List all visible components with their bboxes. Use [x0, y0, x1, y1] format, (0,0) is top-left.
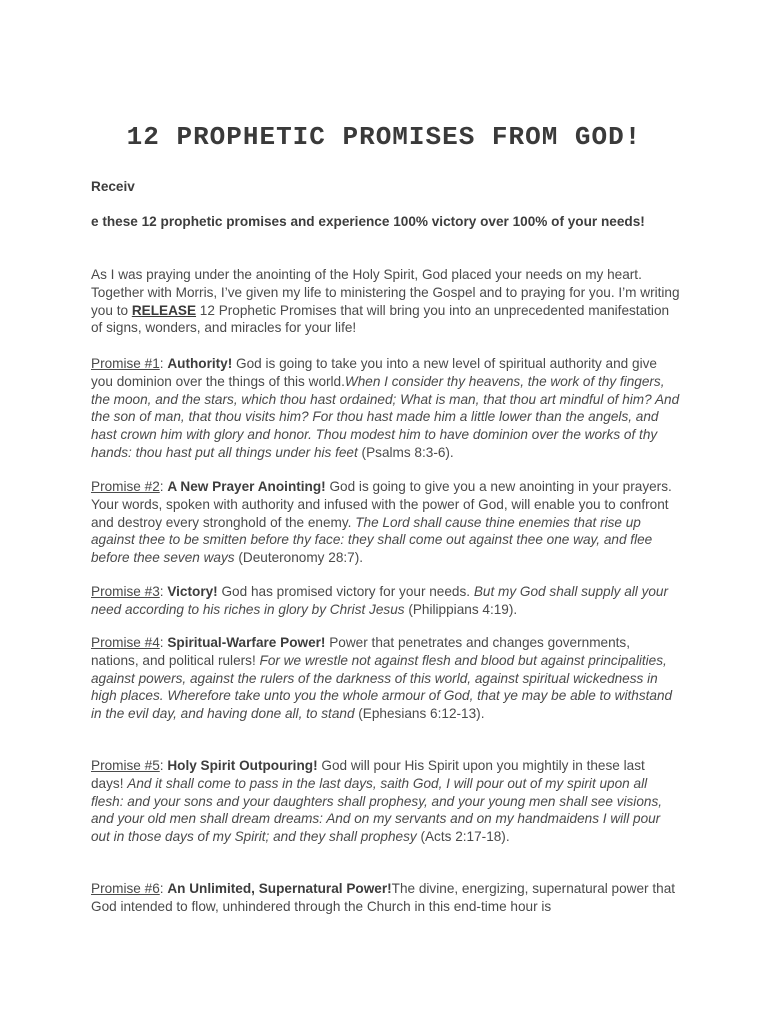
promise-reference: (Ephesians 6:12-13).	[354, 706, 485, 722]
promise-reference: (Philippians 4:19).	[404, 601, 518, 617]
promise-label: Promise #2	[91, 479, 160, 494]
promise-label: Promise #6	[91, 881, 160, 896]
promise-scripture: For we wrestle not against flesh and blood but against principalities, against powers, against the rulers of the darkness of this world, against spiritual wickedness in high places. Wherefore take unto you the whole armour of God, that ye may be able to withstand in the evil day, and having done all, to stand	[91, 652, 673, 722]
promise-scripture: When I consider thy heavens, the work of thy fingers, the moon, and the stars, which thou hast ordained; What is man, that thou art mindful of him? And the son of man, that thou visits him? For thou hast made him a little lower than the angels, and hast crown him with glory and honor. Thou modest him to have dominion over the works of thy hands: thou hast put all things under his feet	[91, 373, 680, 460]
promise-scripture: But my God shall supply all your need according to his riches in glory by Christ Jesus	[91, 584, 669, 617]
promise-text: God is going to take you into a new level of spiritual authority and give you dominion over the things of this world.	[91, 356, 657, 389]
promise-reference: (Psalms 8:3-6).	[357, 444, 454, 460]
promise-heading: Holy Spirit Outpouring!	[167, 758, 318, 773]
promise-text: God will pour His Spirit upon you mightily in these last days!	[91, 758, 645, 791]
promise-heading: Spiritual-Warfare Power!	[167, 635, 326, 650]
promise-label: Promise #3	[91, 584, 160, 599]
promise-paragraph-4: Promise #4: Spiritual-Warfare Power! Power that penetrates and changes governments, nations, and political rulers! For we wrestle not against flesh and blood but against principalities, against powers, against the rulers of the darkness of this world, against spiritual wickedness in high places. Wherefore take unto you the whole armour of God, that ye may be able to withstand in the evil day, and having done all, to stand (Ephesians 6:12-13).	[91, 635, 673, 722]
intro-line-2: e these 12 prophetic promises and experience 100% victory over 100% of your needs!	[91, 214, 645, 229]
promise-paragraph-6: Promise #6: An Unlimited, Supernatural Power!The divine, energizing, supernatural power that God intended to flow, unhindered through the Church in this end-time hour is	[91, 881, 676, 914]
promise-reference: (Acts 2:17-18).	[416, 829, 510, 845]
promise-reference: (Deuteronomy 28:7).	[234, 550, 364, 566]
promise-heading: An Unlimited, Supernatural Power!	[167, 881, 392, 896]
promise-text: God has promised victory for your needs.	[217, 584, 474, 599]
opening-paragraph	[91, 266, 681, 337]
promise-text: Power that penetrates and changes governments, nations, and political rulers!	[91, 635, 630, 668]
promise-scripture: The Lord shall cause thine enemies that rise up against thee to be smitten before thy face: they shall come out against thee one way, and flee before thee seven ways	[91, 514, 653, 566]
document-title: 12 PROPHETIC PROMISES FROM GOD!	[126, 122, 642, 152]
promise-paragraph-3: Promise #3: Victory! God has promised victory for your needs. But my God shall supply all your need according to his riches in glory by Christ Jesus (Philippians 4:19).	[91, 584, 669, 617]
promise-heading: A New Prayer Anointing!	[167, 479, 326, 494]
promise-paragraph-2: Promise #2: A New Prayer Anointing! God is going to give you a new anointing in your prayers. Your words, spoken with authority and infused with the power of God, will enable you to confront and destroy every stronghold of the enemy. The Lord shall cause thine enemies that rise up against thee to be smitten before thy face: they shall come out against thee one way, and flee before thee seven ways (Deuteronomy 28:7).	[91, 479, 672, 566]
intro-line-1: Receiv	[91, 179, 135, 194]
promise-heading: Victory!	[167, 584, 218, 599]
opening-text-after: 12 Prophetic Promises that will bring you into an unprecedented manifestation of signs, wonders, and miracles for your life!	[91, 302, 670, 336]
release-emphasis: RELEASE	[131, 302, 197, 318]
promise-scripture: And it shall come to pass in the last days, saith God, I will pour out of my spirit upon all flesh: and your sons and your daughters shall prophesy, and your young men shall see visions, and your old men shall dream dreams: And on my servants and on my handmaidens I will pour out in those days of my Spirit; and they shall prophesy	[91, 775, 663, 845]
opening-text-before: As I was praying under the anointing of the Holy Spirit, God placed your needs on my heart. Together with Morris, I’ve given my life to ministering the Gospel and to praying for you. I’m writing you to	[91, 267, 680, 318]
promise-text: The divine, energizing, supernatural power that God intended to flow, unhindered through the Church in this end-time hour is	[91, 881, 676, 914]
promise-paragraph-5: Promise #5: Holy Spirit Outpouring! God will pour His Spirit upon you mightily in these last days! And it shall come to pass in the last days, saith God, I will pour out of my spirit upon all flesh: and your sons and your daughters shall prophesy, and your young men shall see visions, and your old men shall dream dreams: And on my servants and on my handmaidens I will pour out in those days of my Spirit; and they shall prophesy (Acts 2:17-18).	[91, 758, 663, 845]
promise-label: Promise #4	[91, 635, 160, 650]
promise-paragraph-1: Promise #1: Authority! God is going to take you into a new level of spiritual authority and give you dominion over the things of this world.When I consider thy heavens, the work of thy fingers, the moon, and the stars, which thou hast ordained; What is man, that thou art mindful of him? And the son of man, that thou visits him? For thou hast made him a little lower than the angels, and hast crown him with glory and honor. Thou modest him to have dominion over the works of thy hands: thou hast put all things under his feet (Psalms 8:3-6).	[91, 356, 680, 460]
promise-label: Promise #1	[91, 356, 160, 371]
promise-label: Promise #5	[91, 758, 160, 773]
promise-text: God is going to give you a new anointing in your prayers. Your words, spoken with authority and infused with the power of God, will enable you to confront and destroy every stronghold of the enemy.	[91, 479, 672, 530]
promise-heading: Authority!	[167, 356, 233, 371]
